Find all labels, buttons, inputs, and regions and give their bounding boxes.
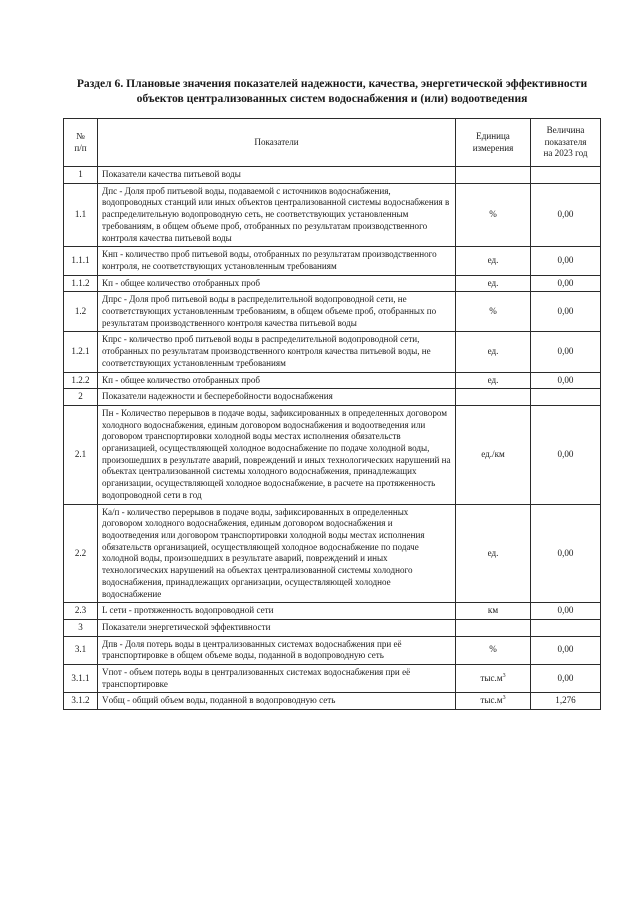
- unit-text: ед.: [487, 255, 499, 266]
- unit-text: %: [489, 306, 497, 317]
- unit-cell: [456, 247, 531, 275]
- unit-text: тыс.м: [480, 695, 503, 706]
- table-row: [64, 183, 601, 247]
- row-number: 1: [64, 167, 98, 184]
- section-title-line-1: Раздел 6. Плановые значения показателей надежности, качества, энергетической эффективности: [76, 77, 588, 90]
- unit-cell: [456, 292, 531, 332]
- unit-cell: [456, 603, 531, 620]
- unit-superscript: 3: [502, 672, 506, 679]
- unit-text: ед.: [487, 277, 499, 288]
- row-number: 3.1: [64, 636, 98, 664]
- indicator-name: Дпс - Доля проб питьевой воды, подаваемой с источников водоснабжения, водопроводных станций или иных объектов централизованной системы водоснабжения в распределительную водопроводную сеть, не соответствующих установленным требованиям, в общем объеме проб, отобранных по результатам производственного контроля качества питьевой воды: [98, 183, 456, 247]
- section-title-line-2: объектов централизованных систем водоснабжения и (или) водоотведения: [136, 92, 528, 105]
- indicators-table: [63, 118, 601, 710]
- indicator-name: L сети - протяженность водопроводной сети: [98, 603, 456, 620]
- header-num: [64, 119, 98, 167]
- indicator-name: Кнп - количество проб питьевой воды, отобранных по результатам производственного контроля, не соответствующих установленным требованиям: [98, 247, 456, 275]
- unit-text: %: [489, 209, 497, 220]
- indicator-name: Пн - Количество перерывов в подаче воды, зафиксированных в определенных договором холодного водоснабжения, единым договором водоснабжения и водоотведения или договором транспортировки холодной воды местах исполнения обязательств организацией, осуществляющей холодное водоснабжение по подаче холодной воды, произошедших в результате аварий, повреждений и иных технологических нарушений на объектах централизованной системы холодного водоснабжения, принадлежащих организации, осуществляющей холодное водоснабжение, в расчете на протяженность водопроводной сети в год: [98, 405, 456, 504]
- table-row: [64, 275, 601, 292]
- row-number: 1.1.2: [64, 275, 98, 292]
- value-cell: 0,00: [531, 372, 601, 389]
- row-number: 1.2.1: [64, 332, 98, 372]
- section-title: [62, 76, 602, 106]
- table-header-row: [64, 119, 601, 167]
- header-value: [531, 119, 601, 167]
- unit-cell: [456, 619, 531, 636]
- unit-cell: [456, 183, 531, 247]
- table-row: [64, 619, 601, 636]
- indicator-name: Vпот - объем потерь воды в централизованных системах водоснабжения при её транспортировке: [98, 665, 456, 693]
- header-value-line-3: на 2023 год: [543, 148, 588, 159]
- table-row: [64, 372, 601, 389]
- header-unit-line-2: измерения: [472, 142, 514, 153]
- unit-text: %: [489, 644, 497, 655]
- unit-cell: [456, 372, 531, 389]
- row-number: 1.2.2: [64, 372, 98, 389]
- value-cell: [531, 389, 601, 406]
- table-row: [64, 389, 601, 406]
- value-cell: 0,00: [531, 504, 601, 603]
- value-cell: 0,00: [531, 665, 601, 693]
- value-cell: 0,00: [531, 636, 601, 664]
- table-row: [64, 332, 601, 372]
- unit-cell: [456, 167, 531, 184]
- value-cell: 0,00: [531, 292, 601, 332]
- value-cell: 1,276: [531, 693, 601, 710]
- header-indicators: Показатели: [98, 119, 456, 167]
- header-num-line-1: №: [76, 130, 85, 141]
- header-unit-line-1: Единица: [476, 130, 510, 141]
- table-row: [64, 693, 601, 710]
- indicator-name: Дпрс - Доля проб питьевой воды в распределительной водопроводной сети, не соответствующих установленным требованиям, в общем объеме проб, отобранных по результатам производственного контроля качества питьевой воды: [98, 292, 456, 332]
- value-cell: 0,00: [531, 603, 601, 620]
- row-number: 3.1.1: [64, 665, 98, 693]
- row-number: 2.2: [64, 504, 98, 603]
- unit-cell: [456, 275, 531, 292]
- indicator-name: Показатели надежности и бесперебойности водоснабжения: [98, 389, 456, 406]
- row-number: 2.1: [64, 405, 98, 504]
- unit-cell: [456, 405, 531, 504]
- header-num-line-2: п/п: [74, 142, 87, 153]
- row-number: 2.3: [64, 603, 98, 620]
- value-cell: [531, 167, 601, 184]
- unit-cell: [456, 389, 531, 406]
- unit-cell: [456, 665, 531, 693]
- table-row: [64, 292, 601, 332]
- indicator-name: Кп - общее количество отобранных проб: [98, 275, 456, 292]
- unit-superscript: 3: [502, 695, 506, 702]
- row-number: 1.2: [64, 292, 98, 332]
- header-unit: [456, 119, 531, 167]
- value-cell: 0,00: [531, 275, 601, 292]
- table-row: [64, 636, 601, 664]
- unit-text: км: [487, 605, 499, 616]
- unit-cell: [456, 504, 531, 603]
- unit-cell: [456, 693, 531, 710]
- table-row: [64, 504, 601, 603]
- unit-text: ед.: [487, 374, 499, 385]
- table-row: [64, 665, 601, 693]
- indicator-name: Дпв - Доля потерь воды в централизованных системах водоснабжения при её транспортировке в общем объеме воды, поданной в водопроводную сеть: [98, 636, 456, 664]
- table-body: [64, 167, 601, 710]
- indicator-name: Показатели качества питьевой воды: [98, 167, 456, 184]
- unit-text: ед.: [487, 346, 499, 357]
- unit-cell: [456, 332, 531, 372]
- indicator-name: Кп - общее количество отобранных проб: [98, 372, 456, 389]
- row-number: 3.1.2: [64, 693, 98, 710]
- value-cell: 0,00: [531, 405, 601, 504]
- row-number: 1.1: [64, 183, 98, 247]
- row-number: 1.1.1: [64, 247, 98, 275]
- indicator-name: Кпрс - количество проб питьевой воды в распределительной водопроводной сети, отобранных по результатам производственного контроля качества питьевой воды, не соответствующих установленным требованиям: [98, 332, 456, 372]
- table-row: [64, 405, 601, 504]
- value-cell: [531, 619, 601, 636]
- table-row: [64, 167, 601, 184]
- unit-text: ед./км: [481, 448, 505, 459]
- value-cell: 0,00: [531, 183, 601, 247]
- table-row: [64, 603, 601, 620]
- table-row: [64, 247, 601, 275]
- header-value-line-1: Величина: [546, 124, 585, 135]
- unit-text: тыс.м: [480, 672, 503, 683]
- unit-cell: [456, 636, 531, 664]
- value-cell: 0,00: [531, 247, 601, 275]
- row-number: 3: [64, 619, 98, 636]
- indicator-name: Показатели энергетической эффективности: [98, 619, 456, 636]
- header-value-line-2: показателя: [544, 136, 587, 147]
- indicator-name: Vобщ - общий объем воды, поданной в водопроводную сеть: [98, 693, 456, 710]
- row-number: 2: [64, 389, 98, 406]
- indicator-name: Ка/п - количество перерывов в подаче воды, зафиксированных в определенных договором холодного водоснабжения, единым договором водоснабжения и водоотведения или договором транспортировки холодной воды местах исполнения обязательств организацией, осуществляющей холодное водоснабжение по подаче холодной воды, произошедших в результате аварий, повреждений и иных технологических нарушений на объектах централизованной системы холодного водоснабжения, принадлежащих организации, осуществляющей холодное водоснабжение: [98, 504, 456, 603]
- unit-text: ед.: [487, 547, 499, 558]
- value-cell: 0,00: [531, 332, 601, 372]
